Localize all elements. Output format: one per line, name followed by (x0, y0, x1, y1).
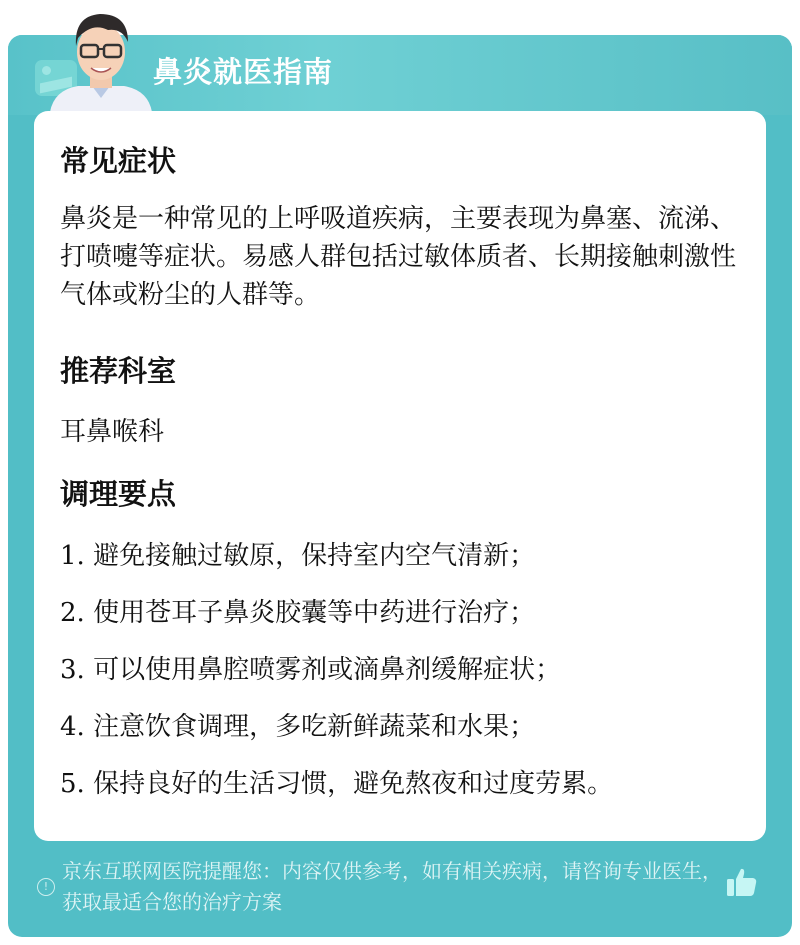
info-icon: ! (37, 878, 55, 896)
care-item (60, 763, 613, 800)
symptoms-text: 鼻炎是一种常见的上呼吸道疾病，主要表现为鼻塞、流涕、打喷嚏等症状。易感人群包括过敏体质者、长期接触刺激性气体或粉尘的人群等。 (60, 204, 737, 310)
care-item (60, 706, 535, 743)
doctor-avatar (48, 8, 154, 112)
item-text: 注意饮食调理，多吃新鲜蔬菜和水果； (93, 712, 536, 742)
section-heading-care: 调理要点 (60, 477, 177, 511)
item-number: 2. (60, 598, 85, 628)
content-card (34, 111, 766, 841)
section-heading-department: 推荐科室 (60, 354, 177, 388)
disclaimer-text: 京东互联网医院提醒您：内容仅供参考，如有相关疾病，请咨询专业医生，获取最适合您的治疗方案 (62, 859, 722, 914)
item-text: 使用苍耳子鼻炎胶囊等中药进行治疗； (93, 598, 536, 628)
item-number: 3. (60, 655, 85, 685)
item-text: 可以使用鼻腔喷雾剂或滴鼻剂缓解症状； (93, 655, 562, 685)
item-number: 1. (60, 541, 85, 571)
care-item (60, 592, 535, 629)
thumbs-up-icon[interactable] (726, 866, 758, 898)
section-heading-symptoms: 常见症状 (60, 144, 177, 178)
item-text: 避免接触过敏原，保持室内空气清新； (93, 541, 536, 571)
item-number: 4. (60, 712, 85, 742)
page-title: 鼻炎就医指南 (153, 55, 334, 89)
department-text: 耳鼻喉科 (60, 417, 165, 447)
item-text: 保持良好的生活习惯，避免熬夜和过度劳累。 (93, 769, 614, 799)
care-item (60, 535, 535, 572)
care-item (60, 649, 561, 686)
item-number: 5. (60, 769, 85, 799)
